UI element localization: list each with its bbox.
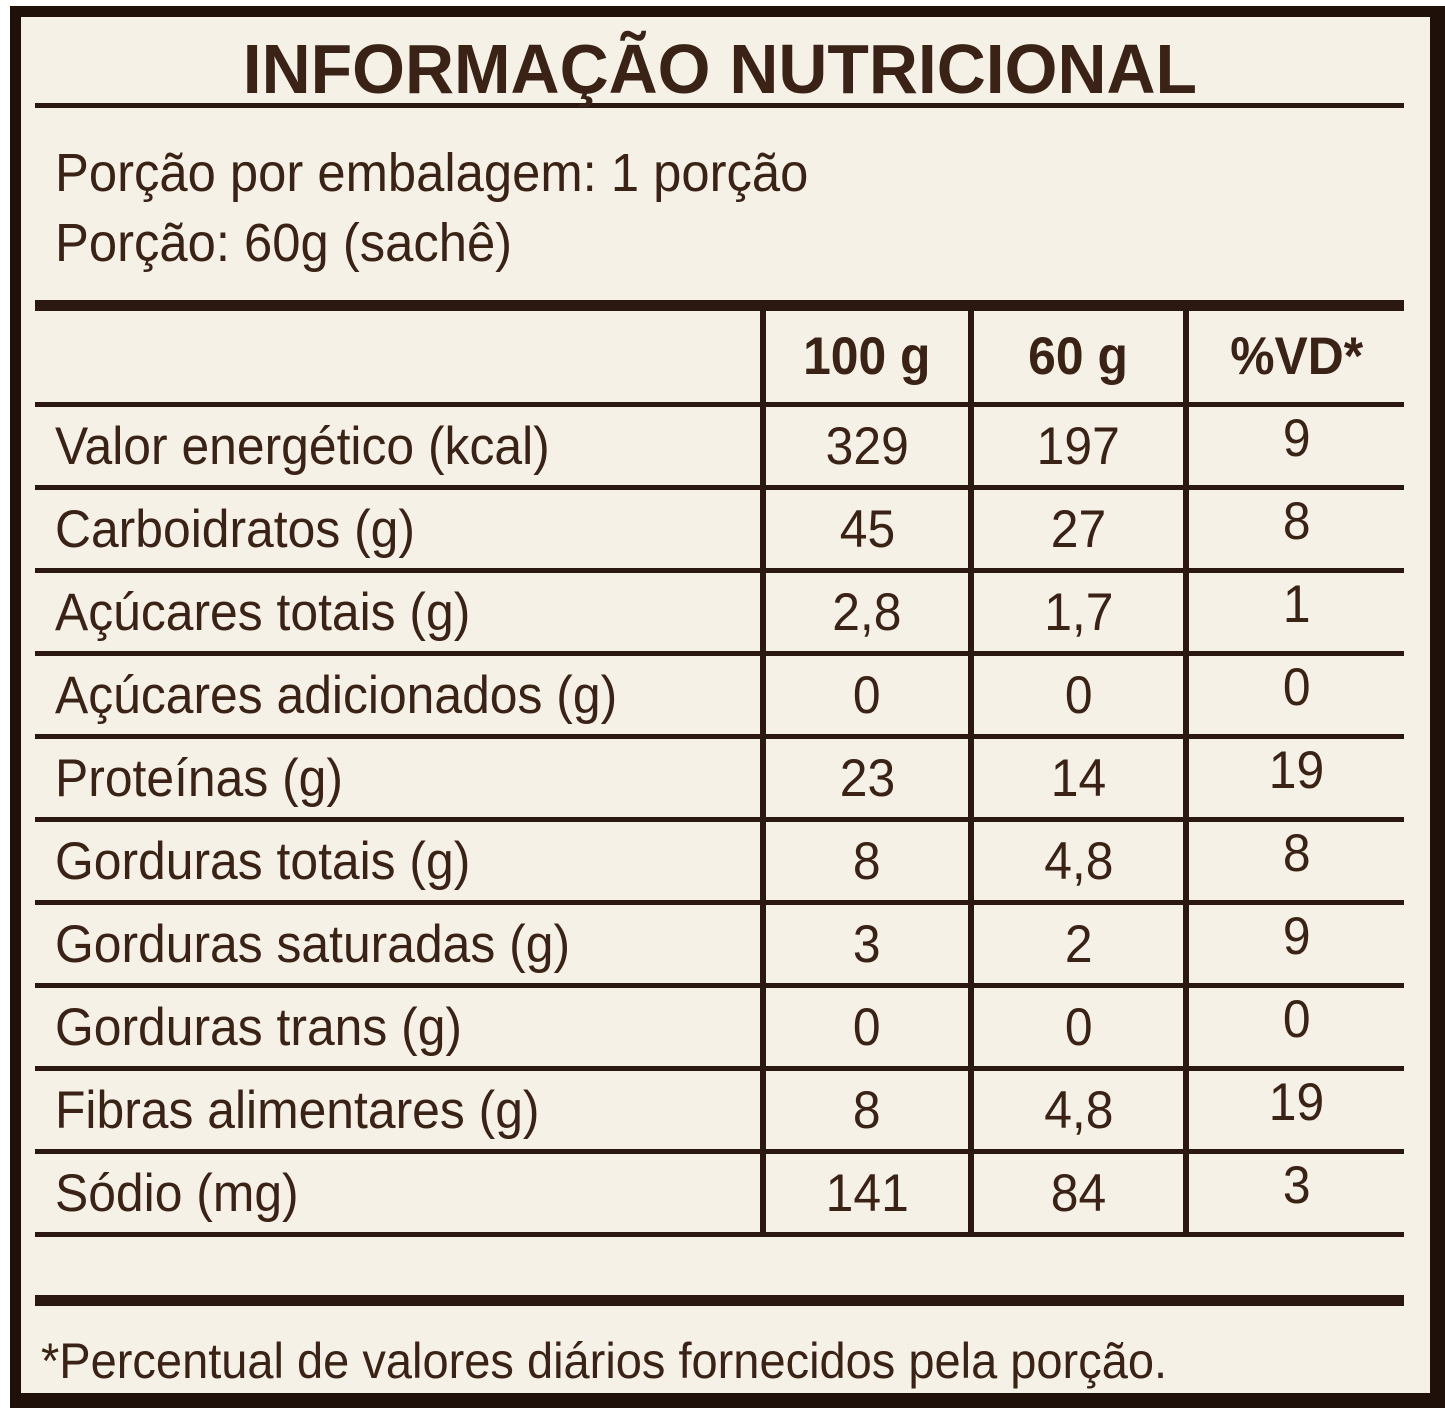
nutrient-name: Valor energético (kcal) — [35, 407, 760, 490]
value-vd: 3 — [1183, 1154, 1404, 1237]
serving-info — [35, 138, 1404, 278]
value-60g: 27 — [968, 490, 1183, 573]
value-100g: 8 — [760, 1071, 968, 1154]
value-60g: 84 — [968, 1154, 1183, 1237]
value-100g: 45 — [760, 490, 968, 573]
column-header-100g: 100 g — [760, 311, 968, 407]
page-title — [35, 30, 1404, 108]
value-60g: 0 — [968, 988, 1183, 1071]
nutrient-name: Proteínas (g) — [35, 739, 760, 822]
column-header-60g: 60 g — [968, 311, 1183, 407]
spacer — [35, 1237, 1404, 1295]
nutrient-name: Açúcares adicionados (g) — [35, 656, 760, 739]
value-vd: 0 — [1183, 988, 1404, 1071]
value-100g: 0 — [760, 988, 968, 1071]
value-100g: 329 — [760, 407, 968, 490]
value-vd: 9 — [1183, 905, 1404, 988]
value-100g: 0 — [760, 656, 968, 739]
value-60g: 4,8 — [968, 1071, 1183, 1154]
value-100g: 141 — [760, 1154, 968, 1237]
value-vd: 1 — [1183, 573, 1404, 656]
value-vd: 0 — [1183, 656, 1404, 739]
nutrition-label-panel — [10, 6, 1445, 1408]
value-100g: 2,8 — [760, 573, 968, 656]
servings-per-package: Porção por embalagem: 1 porção — [55, 143, 809, 203]
nutrient-name: Gorduras trans (g) — [35, 988, 760, 1071]
value-100g: 23 — [760, 739, 968, 822]
value-60g: 1,7 — [968, 573, 1183, 656]
value-60g: 14 — [968, 739, 1183, 822]
nutrient-name: Açúcares totais (g) — [35, 573, 760, 656]
value-60g: 2 — [968, 905, 1183, 988]
value-vd: 19 — [1183, 739, 1404, 822]
value-vd: 9 — [1183, 407, 1404, 490]
value-60g: 4,8 — [968, 822, 1183, 905]
page-title-text: INFORMAÇÃO NUTRICIONAL — [242, 30, 1197, 108]
nutrient-name: Fibras alimentares (g) — [35, 1071, 760, 1154]
value-vd: 8 — [1183, 822, 1404, 905]
label-content — [35, 17, 1404, 1393]
nutrient-name: Sódio (mg) — [35, 1154, 760, 1237]
nutrient-name: Gorduras saturadas (g) — [35, 905, 760, 988]
daily-value-footnote: *Percentual de valores diários fornecidos pela porção. — [41, 1333, 1168, 1389]
value-100g: 8 — [760, 822, 968, 905]
value-vd: 8 — [1183, 490, 1404, 573]
table-corner-cell — [35, 311, 760, 407]
nutrition-table — [35, 311, 1404, 1237]
nutrient-name: Gorduras totais (g) — [35, 822, 760, 905]
value-100g: 3 — [760, 905, 968, 988]
divider-above-footnote — [35, 1295, 1404, 1306]
divider-above-table — [35, 300, 1404, 311]
serving-size: Porção: 60g (sachê) — [55, 213, 513, 273]
value-60g: 197 — [968, 407, 1183, 490]
nutrient-name: Carboidratos (g) — [35, 490, 760, 573]
column-header-vd: %VD* — [1183, 311, 1404, 407]
value-60g: 0 — [968, 656, 1183, 739]
value-vd: 19 — [1183, 1071, 1404, 1154]
